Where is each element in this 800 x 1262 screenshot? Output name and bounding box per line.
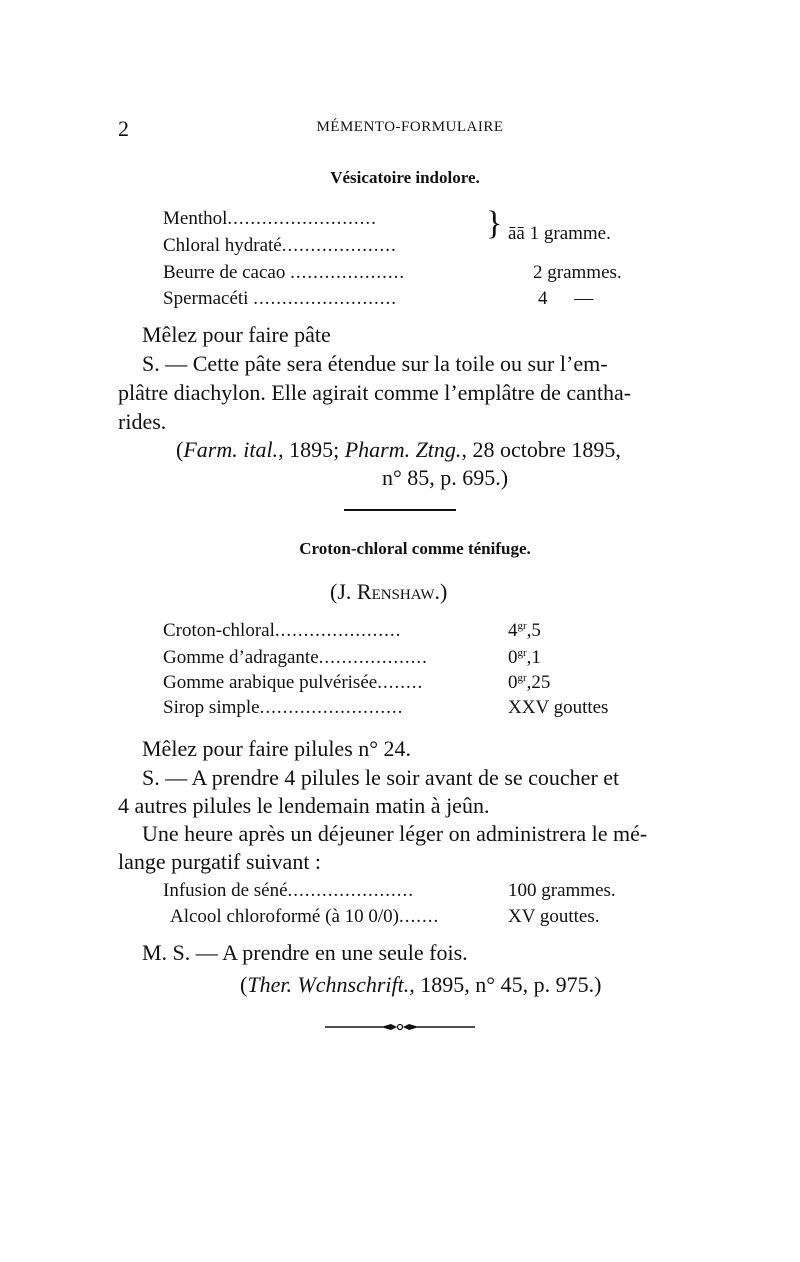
note-line: rides. <box>118 409 167 434</box>
ingredient-row <box>163 672 423 694</box>
final-instruction: M. S. — A prendre en une seule fois. <box>142 940 468 965</box>
qty-main: 0 <box>508 672 518 693</box>
section-title-croton: Croton-chloral comme ténifuge. <box>299 539 531 558</box>
ingredient-spermaceti <box>163 288 397 310</box>
citation-year: , 1895; <box>278 437 345 462</box>
qty-decimal: ,5 <box>526 620 541 641</box>
ingredient-name: Gomme arabique pulvérisée <box>163 672 378 693</box>
right-brace: } <box>486 205 503 242</box>
leader-dots: ......................... <box>259 697 404 718</box>
qty-unit: gr <box>517 647 527 659</box>
ingredient-row <box>163 697 403 719</box>
page-number: 2 <box>118 116 129 141</box>
ingredient-quantity <box>508 647 541 669</box>
instruction-text: Mêlez pour faire pilules n° 24. <box>142 736 412 761</box>
ingredient-name: Gomme d’adragante <box>163 647 319 668</box>
leader-dots: ....... <box>398 906 440 927</box>
ingredient-name: Alcool chloroformé (à 10 0/0) <box>170 906 399 927</box>
ingredient-name: Sirop simple <box>163 697 260 718</box>
purgative-row <box>170 906 439 928</box>
ornament-rule <box>325 1021 475 1033</box>
quantity-spermaceti: 4 — <box>538 288 594 309</box>
purgative-quantity: 100 grammes. <box>508 880 616 901</box>
ingredient-beurre <box>163 262 405 284</box>
leader-dots: ...................... <box>287 880 415 901</box>
qty-decimal: ,1 <box>526 647 541 668</box>
leader-dots: ...................... <box>274 620 402 641</box>
journal-title: Farm. ital. <box>183 437 279 462</box>
note-line: S. — Cette pâte sera étendue sur la toile ou sur l’em- <box>142 351 608 376</box>
note-line: 4 autres pilules le lendemain matin à jeûn. <box>118 793 490 818</box>
ingredient-name: Spermacéti <box>163 288 249 309</box>
qty-unit: gr <box>517 620 527 632</box>
author-attribution <box>330 577 447 606</box>
section-title-vesicatoire: Vésicatoire indolore. <box>330 168 480 187</box>
author-close: .) <box>434 579 448 604</box>
journal-title: Ther. Wchnschrift. <box>247 972 410 997</box>
note-line: plâtre diachylon. Elle agirait comme l’emplâtre de cantha- <box>118 380 632 405</box>
ornament-diamond-right <box>403 1024 419 1030</box>
qty-main: XXV gouttes <box>508 697 609 718</box>
ingredient-menthol <box>163 208 377 230</box>
ingredient-name: Beurre de cacao <box>163 262 286 283</box>
leader-dots: .................... <box>281 235 397 256</box>
author-initial: (J. R <box>330 579 372 604</box>
citation-line <box>176 435 621 464</box>
leader-dots: .......................... <box>227 208 377 229</box>
purgative-quantity: XV gouttes. <box>508 906 600 927</box>
purgative-row <box>163 880 414 902</box>
section-divider <box>344 509 456 511</box>
journal-title: Pharm. Ztng. <box>344 437 462 462</box>
ingredient-row <box>163 647 428 669</box>
ingredient-name: Chloral hydraté <box>163 235 282 256</box>
citation-paren: ( <box>240 972 248 997</box>
ornament-circle <box>398 1025 403 1030</box>
leader-dots: ................... <box>318 647 428 668</box>
ingredient-row <box>163 620 401 642</box>
note-line: lange purgatif suivant : <box>118 849 322 874</box>
citation-line <box>240 970 601 999</box>
instruction-text: Mêlez pour faire pâte <box>142 322 331 347</box>
note-line: Une heure après un déjeuner léger on administrera le mé- <box>142 821 648 846</box>
ingredient-name: Infusion de séné <box>163 880 288 901</box>
citation-date: , 28 octobre 1895, <box>461 437 621 462</box>
qty-unit: gr <box>517 672 527 684</box>
citation-details: , 1895, n° 45, p. 975.) <box>409 972 602 997</box>
leader-dots: .................... <box>290 262 406 283</box>
shared-quantity: āā 1 gramme. <box>508 223 611 244</box>
note-line: S. — A prendre 4 pilules le soir avant de se coucher et <box>142 765 620 790</box>
running-title: MÉMENTO-FORMULAIRE <box>316 119 504 135</box>
ornament-diamond-left <box>381 1024 397 1030</box>
ingredient-quantity <box>508 620 541 642</box>
qty-decimal: ,25 <box>526 672 551 693</box>
ingredient-quantity <box>508 672 550 694</box>
ingredient-name: Croton-chloral <box>163 620 275 641</box>
leader-dots: ......................... <box>253 288 397 309</box>
author-surname: enshaw <box>371 579 435 604</box>
quantity-beurre: 2 grammes. <box>533 262 622 283</box>
citation-line: n° 85, p. 695.) <box>382 465 509 490</box>
ingredient-name: Menthol <box>163 208 228 229</box>
ingredient-quantity <box>508 697 608 719</box>
citation-paren: ( <box>176 437 184 462</box>
qty-main: 4 <box>508 620 518 641</box>
leader-dots: ........ <box>377 672 424 693</box>
ingredient-chloral <box>163 235 397 257</box>
qty-main: 0 <box>508 647 518 668</box>
